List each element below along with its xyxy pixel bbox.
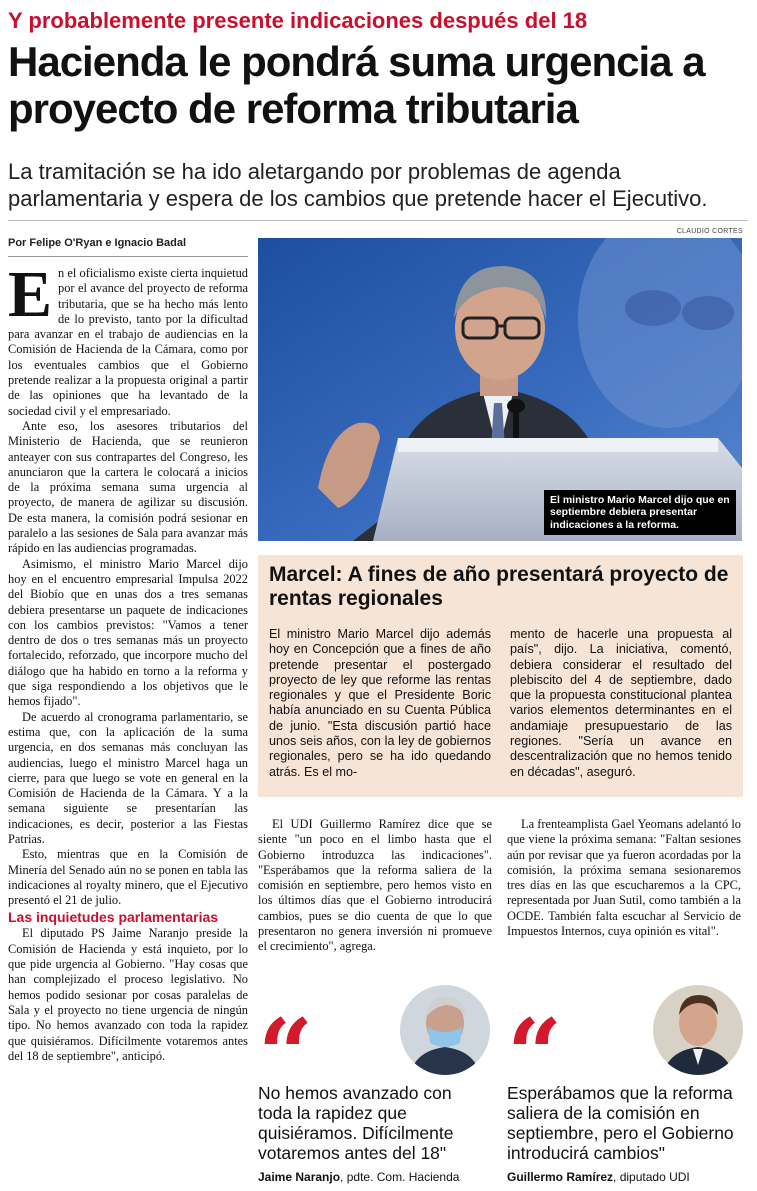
sidebar-column-1: El ministro Mario Marcel dijo además hoy en Concepción que a fines de año pretende presentar el postergado proyecto de ley que reforme las rentas regionales y que el Presidente Boric había anunciado en su Cuenta Pública de junio. "Esta discusión partió hace unos seis años, con la ley de gobiernos regionales, pero se ha ido quedando atrás. Es el mo-	[269, 627, 491, 779]
photo-credit: CLAUDIO CORTES	[676, 228, 743, 235]
pull-quote-naranjo	[258, 985, 498, 1191]
article-column	[8, 258, 248, 1064]
minister-photo	[258, 238, 742, 541]
quote-text: No hemos avanzado con toda la rapidez que quisiéramos. Difícilmente votaremos antes del 18"	[258, 1083, 454, 1163]
sidebar-column-2: mento de hacerle una propuesta al país", dijo. La iniciativa, comentó, debiera considerar el resultado del plebiscito del 4 de septiembre, dado que la propuesta constitucional plantea varios elementos determinantes en el andamiaje presupuestario de las regiones. "Sería un avance en descentralización que no hemos tenido en décadas", aseguró.	[510, 627, 732, 779]
quote-mark-icon: “	[258, 998, 314, 1111]
article-paragraph-4: De acuerdo al cronograma parlamentario, se estima que, con la aplicación de la suma urgencia, en dos semanas más concluyan las audiencias, luego el ministro Marcel haga un cierre, para que luego se vote en general en la Comisión de Hacienda de la Cámara. Y a la semana siguiente se presentarían las indicaciones, es decir, posterior a las Fiestas Patrias.	[8, 709, 248, 846]
article-paragraph-1: En el oficialismo existe cierta inquietud por el avance del proyecto de reforma tributaria, que se ha hecho más lento de lo previsto, tanto por la dificultad para avanzar en el trabajo de audiencias en la Comisión de Hacienda de la Cámara, como por los eventuales cambios que el Gobierno pretende realizar a la propuesta original a partir de las opiniones que ha levantado de la sociedad civil y el empresariado.	[8, 258, 248, 418]
quote-mark-icon: “	[507, 998, 563, 1111]
article-paragraph-3: Asimismo, el ministro Mario Marcel dijo hoy en el encuentro empresarial Impulsa 2022 del Biobío que en unas dos a tres semanas debiera presentarse un paquete de indicaciones con los cambios previstos: "Vamos a tener dentro de dos o tres semanas más un proyecto fortalecido, reforzado, que incorpore mucho del diálogo que ha habido en torno a la reforma y que siga respondiendo a los objetivos que le hemos fijado".	[8, 556, 248, 709]
kicker: Y probablemente presente indicaciones después del 18	[8, 8, 588, 33]
article-paragraph-6: El diputado PS Jaime Naranjo preside la Comisión de Hacienda y está inquieto, por lo que pide urgencia al Gobierno. "Hay cosas que han complejizado el proceso legislativo. No hemos podido sesionar por cosas paralelas de Sala y el proyecto no tiene urgencia de ningún tipo. No hemos avanzado con toda la rapidez que quisiéramos. Difícilmente votaremos antes del 18 de septiembre", anticipó.	[8, 926, 248, 1063]
article-paragraph-2: Ante eso, los asesores tributarios del Ministerio de Hacienda, que se reunieron anteayer con sus contrapartes del Congreso, les anunciaron que la cartera le colocará a inicios de la próxima semana suma urgencia al proyecto, de manera de agilizar su discusión. De esta manera, la comisión podrá sesionar en paralelo a las sesiones de Sala para avanzar más rápido en las audiencias programadas.	[8, 418, 248, 556]
ramirez-paragraph: El UDI Guillermo Ramírez dice que se siente "un poco en el limbo hasta que el Gobierno introduzca las indicaciones". "Esperábamos que la reforma saliera de la comisión en septiembre, pero hemos visto en los últimos días que el Gobierno introducirá cambios, pues se dio cuenta de que lo que presentaron no genera inversión ni promueve el crecimiento", agrega.	[258, 817, 492, 954]
quote-text: Esperábamos que la reforma saliera de la comisión en septiembre, pero el Gobierno introducirá cambios"	[507, 1083, 734, 1163]
quote-column-right	[507, 817, 741, 939]
sidebar-box	[258, 555, 743, 797]
yeomans-paragraph: La frenteamplista Gael Yeomans adelantó lo que viene la próxima semana: "Faltan sesiones aún por revisar que ya fueron acordadas por la comisión, la próxima semana sesionaremos tres días en las que escucharemos a la CPC, representada por Juan Sutil, como también a la OCDE. También falta escuchar al Servicio de Impuestos Internos, cuya opinión es vital".	[507, 817, 741, 939]
drop-cap: E	[8, 258, 53, 331]
sidebar-title: Marcel: A fines de año presentará proyecto de rentas regionales	[269, 563, 729, 610]
quote-attribution: Guillermo Ramírez, diputado UDI	[507, 1170, 690, 1184]
byline: Por Felipe O'Ryan e Ignacio Badal	[8, 237, 187, 249]
photo-caption: El ministro Mario Marcel dijo que en septiembre debiera presentar indicaciones a la reforma.	[544, 490, 736, 536]
byline-divider	[8, 256, 248, 257]
divider	[8, 220, 748, 221]
article-paragraph-5: Esto, mientras que en la Comisión de Minería del Senado aún no se ponen en tabla las indicaciones al royalty minero, que el Ejecutivo presentó el 21 de julio.	[8, 847, 248, 908]
pull-quote-ramirez	[507, 985, 752, 1191]
quote-column-left	[258, 817, 492, 955]
headline: Hacienda le pondrá suma urgencia a proyecto de reforma tributaria	[8, 38, 705, 132]
quote-attribution: Jaime Naranjo, pdte. Com. Hacienda	[258, 1170, 460, 1184]
naranjo-portrait	[400, 985, 490, 1075]
ramirez-portrait	[653, 985, 743, 1075]
lede: La tramitación se ha ido aletargando por problemas de agenda parlamentaria y espera de los cambios que pretende hacer el Ejecutivo.	[8, 159, 708, 211]
section-subhead: Las inquietudes parlamentarias	[8, 909, 219, 926]
